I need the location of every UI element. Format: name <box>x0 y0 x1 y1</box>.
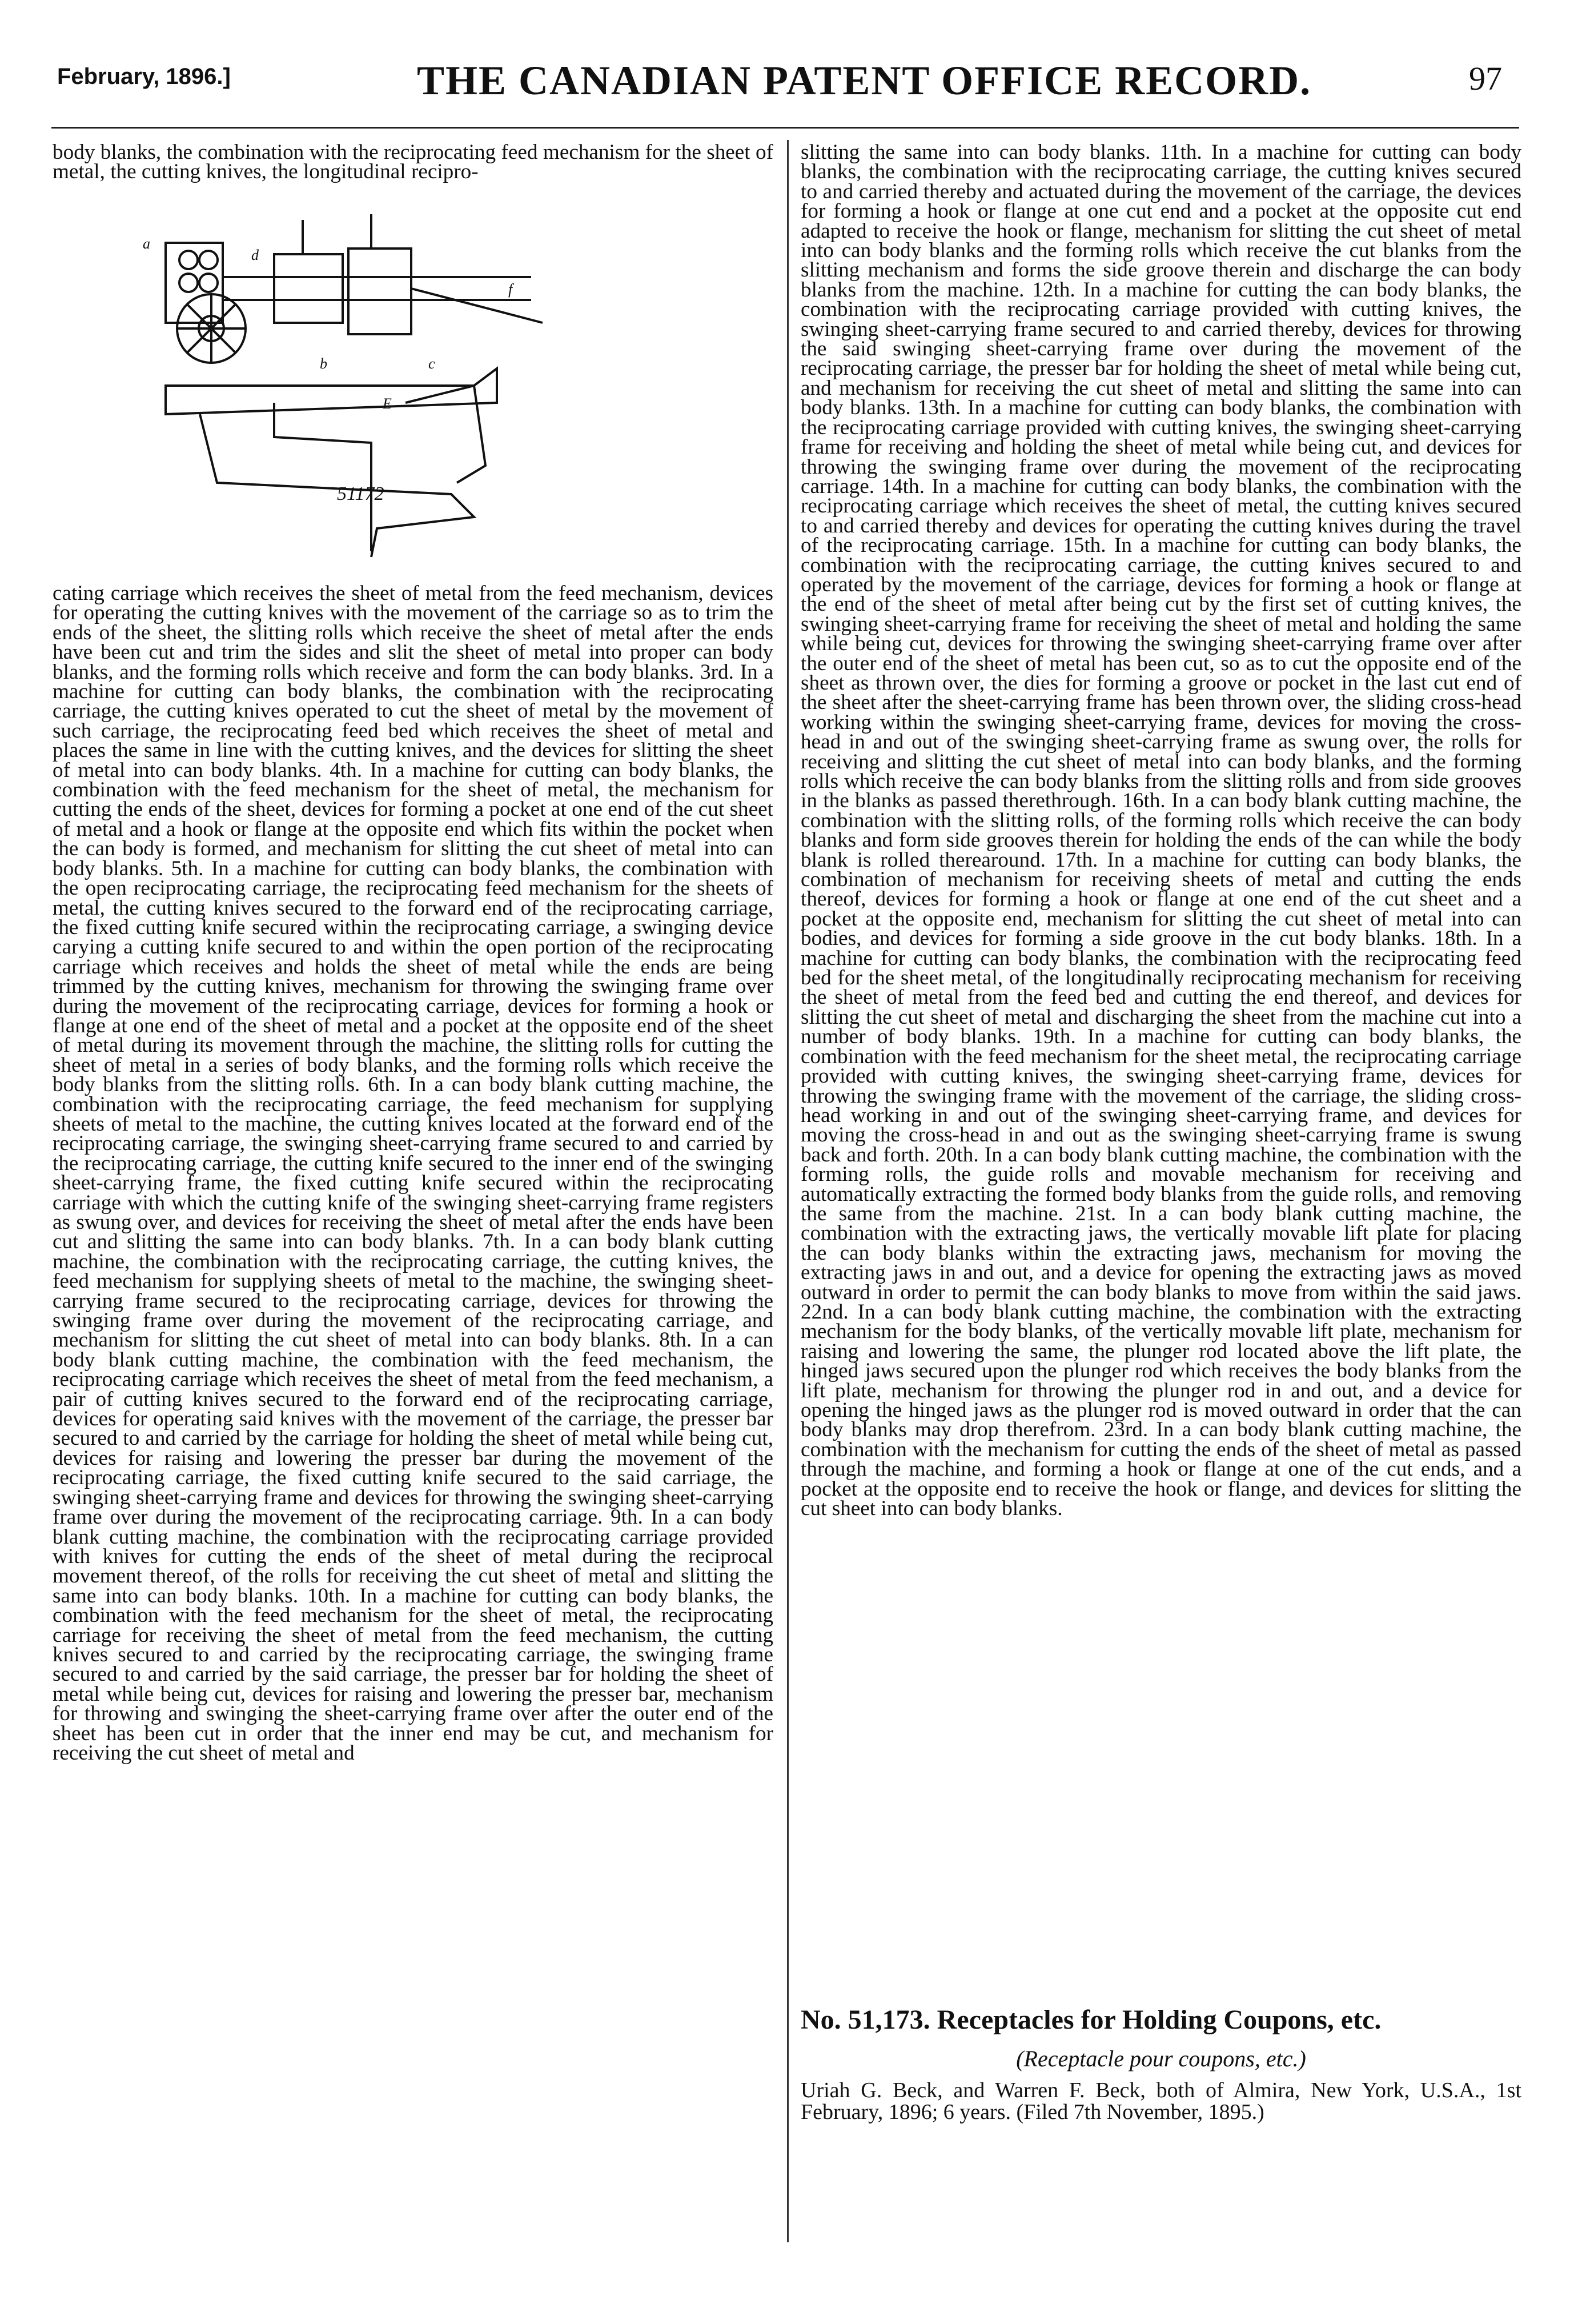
right-column-main-text: slitting the same into can body blanks. 11th. In a machine for cutting can body blanks, the combination with the reciprocating carriage, the cutting knives secured to and carried thereby and actuated during the movement of the carriage, the devices for forming a hook or flange at one cut end and a pocket at the opposite cut end adapted to receive the hook or flange, mechanism for slitting the cut sheet of metal into can body blanks and the forming rolls which receive the cut blanks from the slitting mechanism and forms the side groove therein and discharge the can body blanks from the machine. 12th. In a machine for cutting the can body blanks, the combination with the reciprocating carriage provided with cutting knives, the swinging sheet-carrying frame secured to and carried thereby, devices for throwing the said swinging sheet-carrying frame over during the movement of the reciprocating carriage, the presser bar for holding the sheet of metal while being cut, and mechanism for receiving the cut sheet of metal and slitting the same into can body blanks. 13th. In a machine for cutting can body blanks, the combination with the reciprocating carriage provided with cutting knives, the swinging sheet-carrying frame for receiving and holding the sheet of metal while being cut, and devices for throwing the swinging frame over during the movement of the reciprocating carriage. 14th. In a machine for cutting can body blanks, the combination with the reciprocating carriage which receives the sheet of metal, the cutting knives secured to and carried thereby and devices for operating the cutting knives during the travel of the reciprocating carriage. 15th. In a machine for cutting can body blanks, the combination with the reciprocating carriage, the cutting knives secured to and operated by the movement of the carriage, devices for forming a hook or flange at the end of the sheet of metal after being cut by the first set of cutting knives, the swinging sheet-carrying frame for receiving the sheet of metal and holding the same while being cut, devices for throwing the swinging sheet-carrying frame over after the outer end of the sheet of metal has been cut, so as to cut the opposite end of the sheet as thrown over, the dies for forming a groove or pocket in the last cut end of the sheet after the sheet-carrying frame has been thrown over, the sliding cross-head working within the swinging sheet-carrying frame, devices for moving the cross-head in and out of the swinging sheet-carrying frame as swung over, the rolls for receiving and slitting the cut sheet of metal into can body blanks, and the forming rolls which receive the can body blanks from the slitting rolls and from side grooves in the blanks as passed therethrough. 16th. In a can body blank cutting machine, the combination with the slitting rolls, of the forming rolls which receive the can body blanks and form side grooves therein for holding the ends of the can while the body blank is rolled therearound. 17th. In a machine for cutting can body blanks, the combination of mechanism for receiving sheets of metal and cutting the ends thereof, devices for forming a hook or flange at one end of the cut sheet and a pocket at the opposite end, mechanism for slitting the cut sheet of metal into can bodies, and devices for forming a side groove in the cut body blanks. 18th. In a machine for cutting can body blanks, the combination with the reciprocating feed bed for the sheet metal, of the longitudinally reciprocating mechanism for receiving the sheet of metal from the feed bed and cutting the end thereof, and devices for slitting the cut sheet of metal and discharging the sheet from the machine cut into a number of body blanks. 19th. In a machine for cutting can body blanks, the combination with the feed mechanism for the sheet metal, the reciprocating carriage provided with cutting knives, the swinging sheet-carrying frame, devices for throwing the swinging frame with the movement of the carriage, the sliding cross-head working in and out of the swinging sheet-carrying frame, and devices for moving the cross-head in and out as the swinging sheet-carrying frame is swung back and forth. 20th. In a can body blank cutting machine, the combination with the forming rolls, the guide rolls and movable mechanism for receiving and automatically extracting the formed body blanks from the guide rolls, and removing the same from the machine. 21st. In a can body blank cutting machine, the combination with the extracting jaws, the vertically movable lift plate for placing the can body blanks within the extracting jaws, mechanism for moving the extracting jaws in and out, and a device for opening the extracting jaws as moved outward in order to permit the can body blanks to move from within the said jaws. 22nd. In a can body blank cutting machine, the combination with the extracting mechanism for the body blanks, of the vertically movable lift plate, mechanism for raising and lowering the same, the plunger rod located above the lift plate, the hinged jaws secured upon the plunger rod which receives the body blanks from the lift plate, mechanism for throwing the plunger rod in and out, and a device for opening the hinged jaws as the plunger rod is moved outward in order that the can body blanks may drop therefrom. 23rd. In a can body blank cutting machine, the combination with the mechanism for cutting the ends of the sheet of metal as passed through the machine, and forming a hook or flange at one of the cut ends, and a pocket at the opposite end to receive the hook or flange, and devices for slitting the cut sheet into can body blanks. <box>801 143 1521 1521</box>
left-column-main-text: cating carriage which receives the sheet of metal from the feed mechanism, devices for operating the cutting knives with the movement of the carriage so as to trim the ends of the sheet, the slitting rolls which receive the sheet of metal after the ends have been cut and trim the sides and slit the sheet of metal into proper can body blanks, and the forming rolls which receive and form the can body blanks. 3rd. In a machine for cutting can body blanks, the combination with the reciprocating carriage, the cutting knives operated to cut the sheet of metal by the movement of such carriage, the reciprocating feed bed which receives the sheet of metal and places the same in line with the cutting knives, and the devices for slitting the sheet of metal into can body blanks. 4th. In a machine for cutting can body blanks, the combination with the feed mechanism for the sheet of metal, the mechanism for cutting the ends of the sheet, devices for forming a pocket at one end of the cut sheet of metal and a hook or flange at the opposite end which fits within the pocket when the can body is formed, and mechanism for slitting the cut sheet of metal into can body blanks. 5th. In a machine for cutting can body blanks, the combination with the open reciprocating carriage, the reciprocating feed mechanism for the sheets of metal, the cutting knives secured to the forward end of the reciprocating carriage, the fixed cutting knife secured within the reciprocating carriage, a swinging device carying a cutting knife secured to and within the open portion of the reciprocating carriage which receives and holds the sheet of metal while the ends are being trimmed by the cutting knives, mechanism for throwing the swinging frame over during the movement of the reciprocating carriage, devices for forming a hook or flange at one end of the sheet of metal and a pocket at the opposite end of the sheet of metal during its movement through the machine, the slitting rolls for cutting the sheet of metal in a series of body blanks, and the forming rolls which receive the body blanks from the slitting rolls. 6th. In a can body blank cutting machine, the combination with the reciprocating carriage, the feed mechanism for supplying sheets of metal to the machine, the cutting knives located at the forward end of the reciprocating carriage, the swinging sheet-carrying frame secured to and carried by the reciprocating carriage, the cutting knife secured to the inner end of the swinging sheet-carrying frame, the fixed cutting knife secured within the reciprocating carriage with which the cutting knife of the swinging sheet-carrying frame registers as swung over, and devices for receiving the sheet of metal after the ends have been cut and slitting the same into can body blanks. 7th. In a can body blank cutting machine, the combination with the reciprocating carriage, the cutting knives, the feed mechanism for supplying sheets of metal to the machine, the swinging sheet-carrying frame secured to the reciprocating carriage, devices for throwing the swinging frame over during the movement of the reciprocating carriage, and mechanism for slitting the cut sheet of metal into can body blanks. 8th. In a can body blank cutting machine, the combination with the feed mechanism, the reciprocating carriage which receives the sheet of metal from the feed mechanism, a pair of cutting knives secured to the forward end of the reciprocating carriage, devices for operating said knives with the movement of the carriage, the presser bar secured to and carried by the carriage for holding the sheet of metal while being cut, devices for raising and lowering the presser bar during the movement of the reciprocating carriage, the fixed cutting knife secured to the said carriage, the swinging sheet-carrying frame and devices for throwing the swinging sheet-carrying frame over during the movement of the reciprocating carriage. 9th. In a can body blank cutting machine, the combination with the reciprocating carriage provided with knives for cutting the ends of the sheet of metal during the reciprocal movement thereof, of the rolls for receiving the cut sheet of metal and slitting the same into can body blanks. 10th. In a machine for cutting can body blanks, the combination with the feed mechanism for the sheet of metal, the reciprocating carriage for receiving the sheet of metal from the feed mechanism, the cutting knives secured to and carried by the reciprocating carriage, the swinging frame secured to and carried by the said carriage, the presser bar for holding the sheet of metal while being cut, devices for raising and lowering the presser bar, mechanism for throwing and swinging the sheet-carrying frame over after the outer end of the sheet has been cut in order that the inner end may be cut, and mechanism for receiving the cut sheet of metal and <box>53 584 773 1765</box>
figure-patent-number: 51172 <box>337 483 384 504</box>
left-column-top-text: body blanks, the combination with the reciprocating feed mechanism for the sheet of metal, the cutting knives, the longitudinal recipro- <box>53 143 773 184</box>
publication-title: THE CANADIAN PATENT OFFICE RECORD. <box>417 58 1312 103</box>
rear-frame <box>405 386 485 483</box>
svg-text:f: f <box>508 281 513 298</box>
patent-inventors: Uriah G. Beck, and Warren F. Beck, both of Almira, New York, U.S.A., 1st February, 1896; 6 years. (Filed 7th November, 1895.) <box>801 2078 1521 2124</box>
patent-subtitle: (Receptacle pour coupons, etc.) <box>1016 2046 1306 2071</box>
page-number: 97 <box>1469 60 1502 97</box>
header-rule <box>51 127 1519 129</box>
svg-text:d: d <box>251 247 259 263</box>
patent-drawing <box>131 197 565 574</box>
svg-text:E: E <box>383 395 392 412</box>
issue-date: February, 1896.] <box>57 64 231 89</box>
svg-text:b: b <box>320 355 327 372</box>
column-divider <box>787 140 789 2242</box>
svg-text:a: a <box>143 235 150 252</box>
svg-text:c: c <box>428 355 435 372</box>
cutting-head <box>348 249 411 334</box>
carriage-block <box>274 254 343 323</box>
page-header <box>40 57 1525 120</box>
support-leg <box>274 403 371 551</box>
carriage-rails <box>223 277 531 300</box>
patent-heading: No. 51,173. Receptacles for Holding Coupons, etc. <box>801 2005 1382 2035</box>
